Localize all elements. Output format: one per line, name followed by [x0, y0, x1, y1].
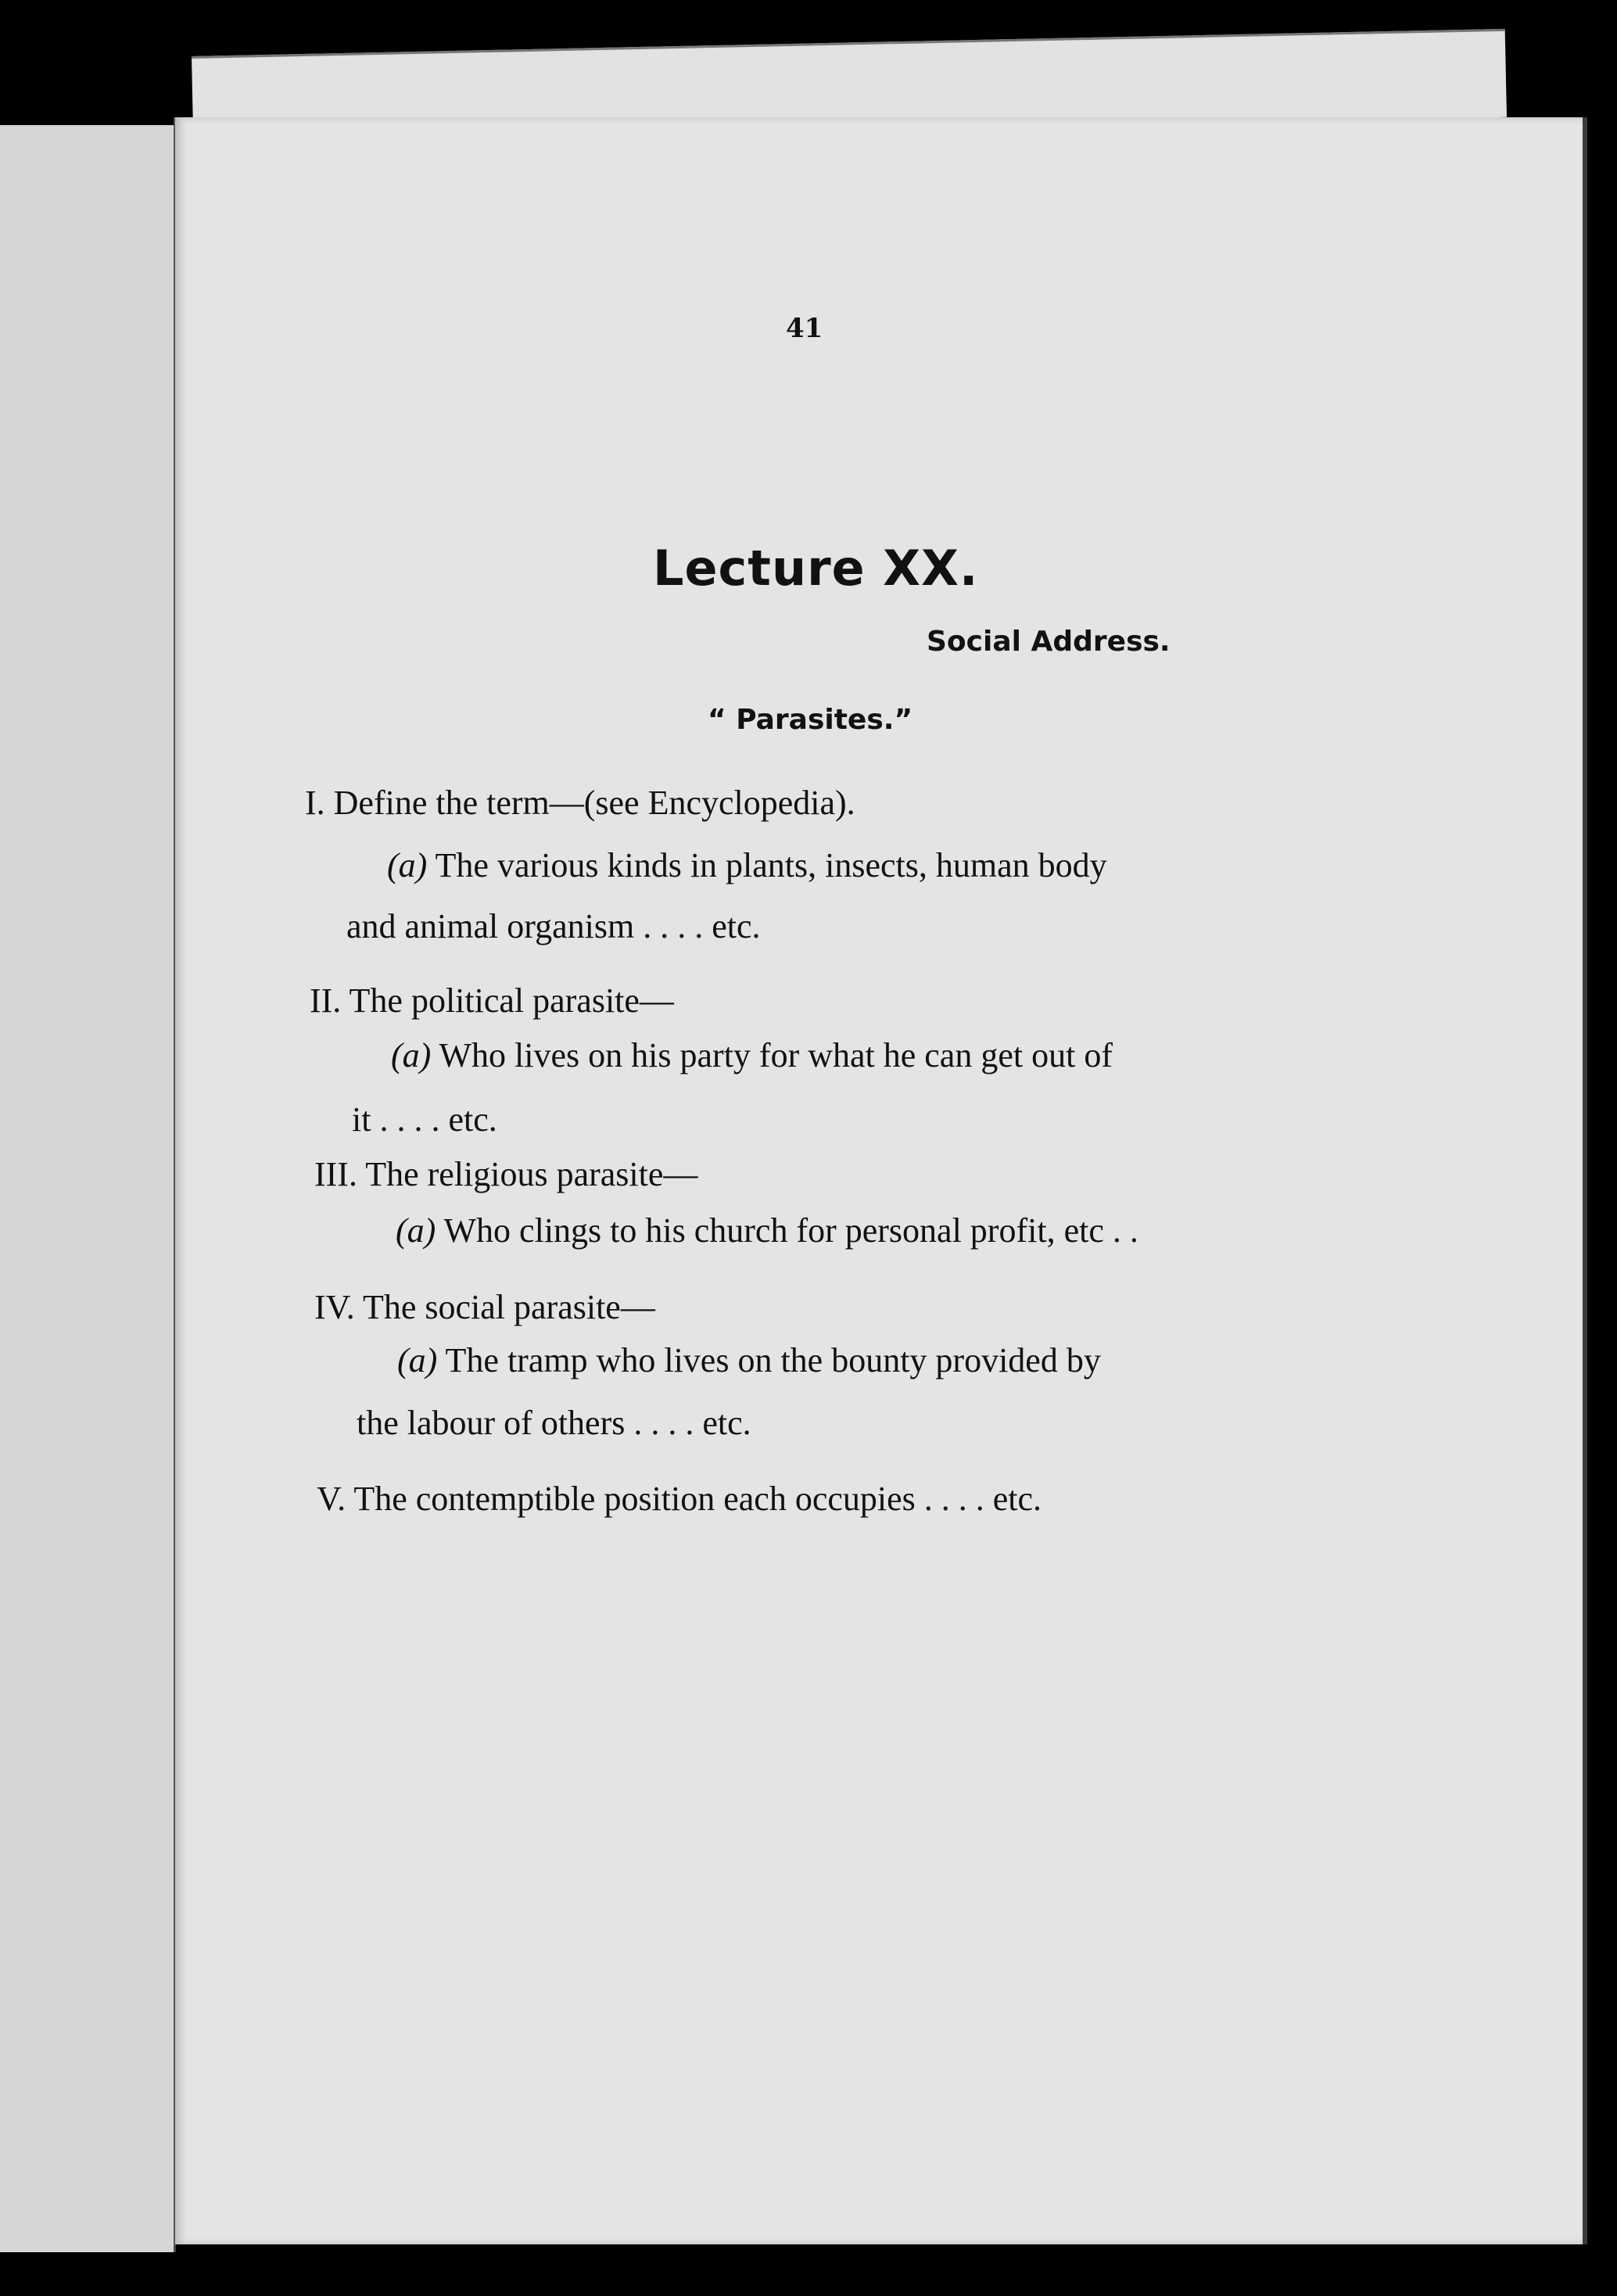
lecture-subtitle: Social Address. — [927, 626, 1171, 658]
outline-item-2-sub-text-1: Who lives on his party for what he can get out of — [439, 1036, 1113, 1074]
outline-item-2-heading-text: The political parasite— — [349, 981, 674, 1020]
outline-item-2-sub — [391, 1036, 1113, 1074]
outline-item-1-sub-label: (a) — [387, 846, 428, 884]
outline-item-1-heading-text: Define the term—(see Encyclopedia). — [333, 784, 855, 822]
outline-item-2-sub-label: (a) — [391, 1036, 432, 1074]
outline-item-2-sub-continued: it . . . . etc. — [352, 1100, 497, 1139]
outline-item-3-sub-text-1: Who clings to his church for personal profit, etc . . — [443, 1211, 1138, 1250]
outline-item-1-sub — [387, 848, 1107, 883]
outline-item-4-sub — [397, 1341, 1101, 1379]
outline-item-4-sub-continued: the labour of others . . . . etc. — [357, 1404, 751, 1442]
page-number: 41 — [786, 313, 823, 344]
outline-item-1-numeral: I. — [305, 784, 325, 822]
outline-item-4-numeral: IV. — [314, 1288, 355, 1326]
outline-item-1-sub-continued: and animal organism . . . . etc. — [346, 907, 761, 945]
lecture-topic: “ Parasites.” — [708, 704, 913, 736]
lecture-title: Lecture XX. — [653, 540, 979, 597]
outline-item-5-heading — [317, 1482, 1042, 1516]
outline-item-5-heading-text: The contemptible position each occupies . . . . etc. — [353, 1480, 1042, 1518]
outline-item-5-numeral: V. — [317, 1480, 346, 1518]
outline-item-3-sub-label: (a) — [396, 1211, 436, 1250]
outline-item-4-heading — [314, 1290, 655, 1325]
outline-item-3-heading-text: The religious parasite— — [365, 1155, 698, 1193]
outline-item-4-sub-label: (a) — [397, 1341, 438, 1379]
outline-item-2-heading — [310, 981, 674, 1020]
outline-item-3-heading — [314, 1157, 697, 1192]
facing-page-edge — [0, 125, 176, 2252]
outline-item-1-heading — [305, 786, 855, 820]
outline-item-3-sub — [396, 1211, 1138, 1250]
outline-item-2-numeral: II. — [310, 981, 342, 1020]
outline-item-4-sub-text-1: The tramp who lives on the bounty provided by — [445, 1341, 1101, 1379]
outline-item-1-sub-text-1: The various kinds in plants, insects, human body — [435, 846, 1107, 884]
outline-item-4-heading-text: The social parasite— — [362, 1288, 655, 1326]
outline-item-3-numeral: III. — [314, 1155, 357, 1193]
